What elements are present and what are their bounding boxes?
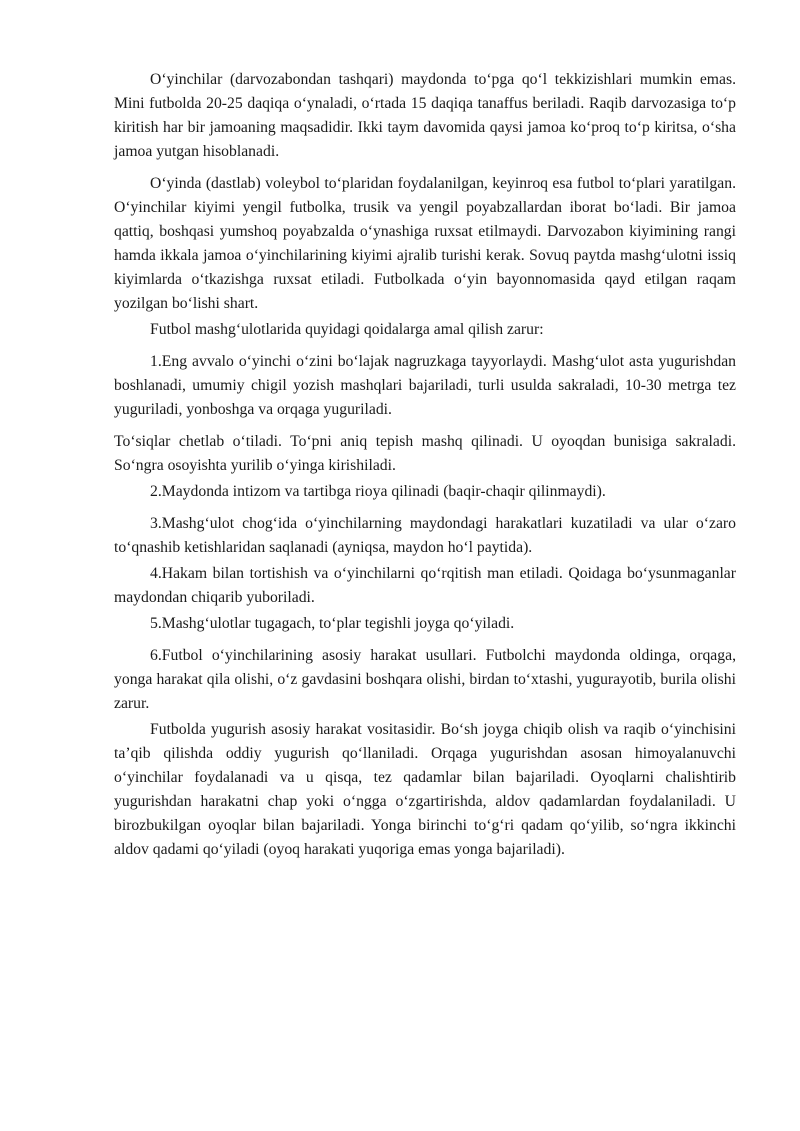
paragraph-rule-3: 3.Mashg‘ulot chog‘ida o‘yinchilarning maydondagi harakatlari kuzatiladi va ular o‘zaro to‘qnashib ketishlaridan saqlanadi (ayniqsa, maydon ho‘l paytida). — [114, 515, 736, 556]
paragraph-training-rules-heading: Futbol mashg‘ulotlarida quyidagi qoidalarga amal qilish zarur: — [150, 321, 544, 338]
paragraph-rule-6: 6.Futbol o‘yinchilarining asosiy harakat usullari. Futbolchi maydonda oldinga, orqaga, yonga harakat qila olishi, o‘z gavdasini boshqara olishi, birdan to‘xtashi, yugurayotib, burila olishi zarur. — [114, 647, 736, 712]
paragraph-rule-1-continued: To‘siqlar chetlab o‘tiladi. To‘pni aniq tepish mashq qilinadi. U oyoqdan bunisiga sakraladi. So‘ngra osoyishta yurilib o‘yinga kirishiladi. — [114, 433, 736, 474]
paragraph-equipment: O‘yinda (dastlab) voleybol to‘plaridan foydalanilgan, keyinroq esa futbol to‘plari yaratilgan. O‘yinchilar kiyimi yengil futbolka, trusik va yengil poyabzallardan iborat bo‘ladi. Bir jamoa qattiq, boshqasi yumshoq poyabzalda o‘ynashiga ruxsat etilmaydi. Darvozabon kiyimining rangi hamda ikkala jamoa o‘yinchilarining kiyimi ajralib turishi kerak. Sovuq paytda mashg‘ulotni issiq kiyimlarda o‘tkazishga ruxsat etiladi. Futbolkada o‘yin bayonnomasida qayd etilgan raqam yozilgan bo‘lishi shart. — [114, 175, 736, 312]
paragraph-rule-4: 4.Hakam bilan tortishish va o‘yinchilarni qo‘rqitish man etiladi. Qoidaga bo‘ysunmaganlar maydondan chiqarib yuboriladi. — [114, 565, 736, 606]
paragraph-rule-1: 1.Eng avvalo o‘yinchi o‘zini bo‘lajak nagruzkaga tayyorlaydi. Mashg‘ulot asta yugurishdan boshlanadi, umumiy chigil yozish mashqlari bajariladi, turli usulda sakraladi, 10-30 metrga tez yuguriladi, yonboshga va orqaga yuguriladi. — [114, 353, 736, 418]
paragraph-rule-2: 2.Maydonda intizom va tartibga rioya qilinadi (baqir-chaqir qilinmaydi). — [150, 483, 606, 500]
paragraph-rules-intro: O‘yinchilar (darvozabondan tashqari) maydonda to‘pga qo‘l tekkizishlari mumkin emas. Mini futbolda 20-25 daqiqa o‘ynaladi, o‘rtada 15 daqiqa tanaffus beriladi. Raqib darvozasiga to‘p kiritish har bir jamoaning maqsadidir. Ikki taym davomida qaysi jamoa ko‘proq to‘p kiritsa, o‘sha jamoa yutgan hisoblanadi. — [114, 71, 736, 160]
paragraph-running: Futbolda yugurish asosiy harakat vositasidir. Bo‘sh joyga chiqib olish va raqib o‘yinchisini ta’qib qilishda oddiy yugurish qo‘llaniladi. Orqaga yugurishdan asosan himoyalanuvchi o‘yinchilar foydalanadi va u qisqa, tez qadamlar bilan bajariladi. Oyoqlarni chalishtirib yugurishdan harakatni chap yoki o‘ngga o‘zgartirishda, aldov qadamlardan foydalaniladi. U birozbukilgan oyoqlar bilan bajariladi. Yonga birinchi to‘g‘ri qadam qo‘yilib, so‘ngra ikkinchi aldov qadami qo‘yiladi (oyoq harakati yuqoriga emas yonga bajariladi). — [114, 721, 736, 858]
paragraph-rule-5: 5.Mashg‘ulotlar tugagach, to‘plar tegishli joyga qo‘yiladi. — [150, 615, 515, 632]
document-page — [114, 68, 736, 862]
